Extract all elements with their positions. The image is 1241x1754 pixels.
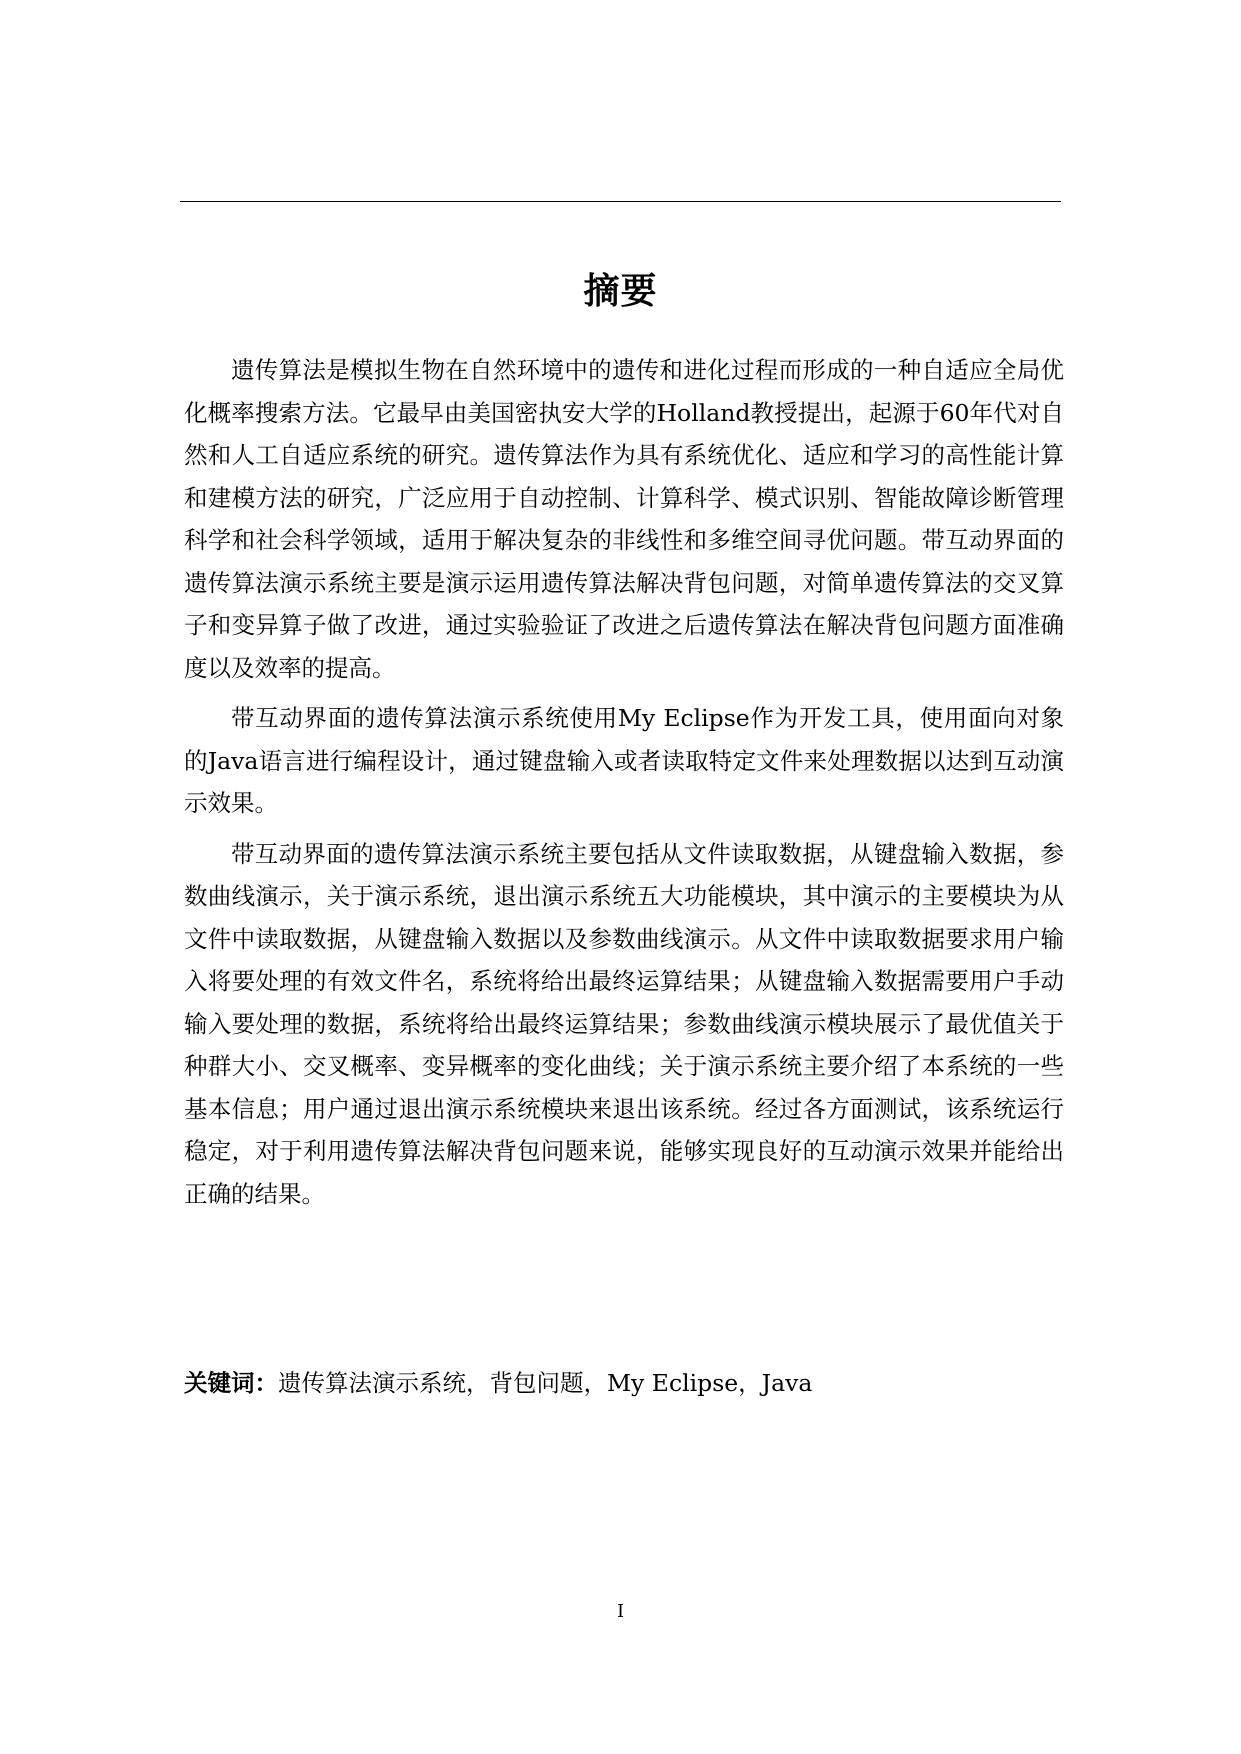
abstract-paragraph-1: 遗传算法是模拟生物在自然环境中的遗传和进化过程而形成的一种自适应全局优化概率搜索方法。它最早由美国密执安大学的Holland教授提出，起源于60年代对自然和人工自适应系统的研究。遗传算法作为具有系统优化、适应和学习的高性能计算和建模方法的研究，广泛应用于自动控制、计算科学、模式识别、智能故障诊断管理科学和社会科学领域，适用于解决复杂的非线性和多维空间寻优问题。带互动界面的遗传算法演示系统主要是演示运用遗传算法解决背包问题，对简单遗传算法的交叉算子和变异算子做了改进，通过实验验证了改进之后遗传算法在解决背包问题方面准确度以及效率的提高。 — [184, 356, 1064, 682]
page-title: 摘要 — [583, 271, 658, 312]
abstract-body — [184, 349, 1064, 1223]
keywords-text: 遗传算法演示系统，背包问题，My Eclipse，Java — [278, 1369, 813, 1397]
keywords-label: 关键词： — [184, 1369, 278, 1397]
header-rule — [180, 201, 1061, 202]
page-number: I — [616, 1601, 625, 1622]
abstract-paragraph-3: 带互动界面的遗传算法演示系统主要包括从文件读取数据，从键盘输入数据，参数曲线演示，关于演示系统，退出演示系统五大功能模块，其中演示的主要模块为从文件中读取数据，从键盘输入数据以及参数曲线演示。从文件中读取数据要求用户输入将要处理的有效文件名，系统将给出最终运算结果；从键盘输入数据需要用户手动输入要处理的数据，系统将给出最终运算结果；参数曲线演示模块展示了最优值关于种群大小、交叉概率、变异概率的变化曲线；关于演示系统主要介绍了本系统的一些基本信息；用户通过退出演示系统模块来退出该系统。经过各方面测试，该系统运行稳定，对于利用遗传算法解决背包问题来说，能够实现良好的互动演示效果并能给出正确的结果。 — [184, 839, 1064, 1208]
keywords-line — [184, 1362, 1064, 1405]
abstract-paragraph-2: 带互动界面的遗传算法演示系统使用My Eclipse作为开发工具，使用面向对象的Java语言进行编程设计，通过键盘输入或者读取特定文件来处理数据以达到互动演示效果。 — [184, 704, 1064, 817]
